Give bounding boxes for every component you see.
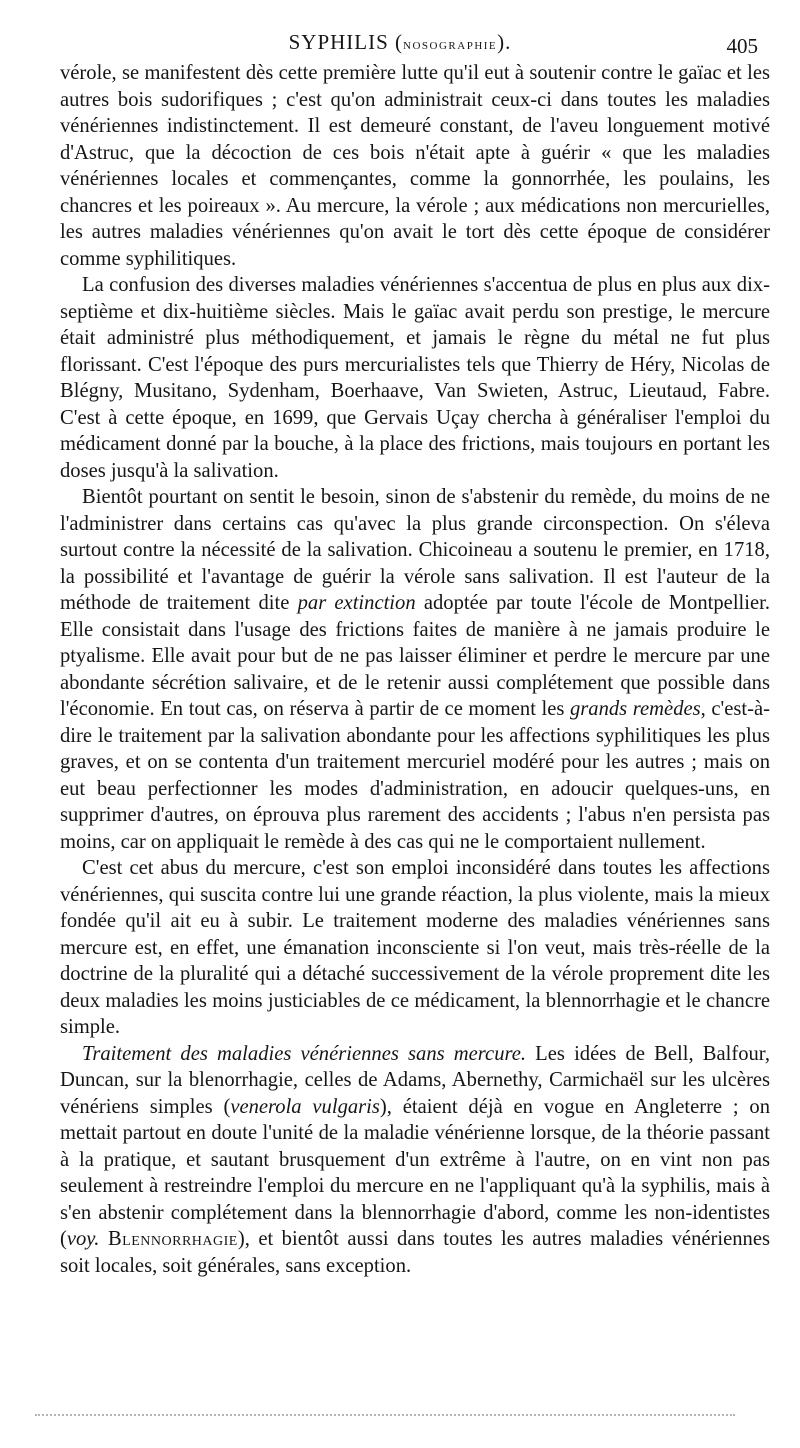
paragraph-5-segment: Blennorrhagie [107, 1228, 238, 1250]
paragraph-5-segment [99, 1228, 107, 1250]
paragraph-1 [60, 60, 770, 272]
paragraph-4 [60, 855, 770, 1041]
page-header [0, 30, 800, 60]
body-text [60, 60, 770, 1279]
paragraph-2-segment: La confusion des diverses maladies vénériennes s'accentua de plus en plus aux dix-septième et dix-huitième siècles. Mais le gaïac avait perdu son prestige, le mercure était administré plus méthodiquement, et jamais le règne du métal ne fut plus florissant. C'est l'époque des purs mercurialistes tels que Thierry de Héry, Nicolas de Blégny, Musitano, Sydenham, Boerhaave, Van Swieten, Astruc, Lieutaud, Fabre. C'est à cette époque, en 1699, que Gervais Uçay chercha à généraliser l'emploi du médicament donné par la bouche, à la place des frictions, mais toujours en portant les doses jusqu'à la salivation. [60, 274, 770, 482]
running-title-end: ). [497, 30, 512, 54]
paragraph-5-segment: ), et bientôt aussi dans toutes les autres maladies vénériennes soit locales, soit générales, sans exception. [60, 1228, 770, 1277]
paragraph-4-segment: C'est cet abus du mercure, c'est son emploi inconsidéré dans toutes les affections vénériennes, qui suscita contre lui une grande réaction, la plus violente, mais la mieux fondée qu'il ait eu à subir. Le traitement moderne des maladies vénériennes sans mercure est, en effet, une émanation inconsciente si l'on veut, mais très-réelle de la doctrine de la pluralité qui a détaché successivement de la vérole proprement dite les deux maladies les moins justiciables de ce médicament, la blennorrhagie et le chancre simple. [60, 857, 770, 1038]
paragraph-5 [60, 1041, 770, 1280]
running-title [0, 30, 800, 55]
paragraph-3-segment: , c'est-à-dire le traitement par la salivation abondante pour les affections syphilitiques les plus graves, et on se contenta d'un traitement mercuriel modéré pour les autres ; mais on eut beau perfectionner les modes d'administration, en adoucir quelques-uns, en supprimer d'autres, on éprouva plus rarement des accidents ; l'abus n'en persista pas moins, car on appliquait le remède à des cas qui ne le comportaient nullement. [60, 698, 770, 853]
page-number: 405 [726, 34, 758, 58]
paragraph-3-segment: grands remèdes [569, 698, 701, 720]
paragraph-3-segment: adoptée par toute l'école de Montpellier. Elle consistait dans l'usage des frictions faites de manière à ne jamais produire le ptyalisme. Elle avait pour but de ne pas laisser éliminer et perdre le mercure par une abondante sécrétion salivaire, et de le retenir aussi complétement que possible dans l'économie. En tout cas, on réserva à partir de ce moment les [60, 592, 770, 720]
paragraph-5-segment: voy. [66, 1228, 100, 1250]
running-title-sub: nosographie [403, 37, 498, 53]
paragraph-1-segment: vérole, se manifestent dès cette première lutte qu'il eut à soutenir contre le gaïac et les autres bois sudorifiques ; c'est qu'on administrait ceux-ci dans toutes les maladies vénériennes indistinctement. Il est demeuré constant, de l'aveu longuement motivé d'Astruc, que la décoction de ces bois n'était apte à guérir « que les maladies vénériennes locales et commençantes, comme la gonnorrhée, les poulains, les chancres et les poireaux ». Au mercure, la vérole ; aux médications non mercurielles, les autres maladies vénériennes qu'on avait le tort dès cette époque de considérer comme syphilitiques. [60, 62, 770, 270]
paragraph-5-segment: ), étaient déjà en vogue en Angleterre ; on mettait partout en doute l'unité de la maladie vénérienne lorsque, de la théorie passant à la pratique, et sautant brusquement d'un extrême à l'autre, on en vint non pas seulement à restreindre l'emploi du mercure en ne l'appliquant qu'à la syphilis, mais à s'en abstenir complétement dans la blennorrhagie d'abord, comme les non-identistes ( [60, 1095, 770, 1250]
paragraph-3 [60, 484, 770, 855]
paragraph-5-segment: Les idées de Bell, Balfour, Duncan, sur la blenorrhagie, celles de Adams, Abernethy, Carmichaël sur les ulcères vénériens simples ( [60, 1042, 770, 1118]
paragraph-2 [60, 272, 770, 484]
paragraph-3-segment: Bientôt pourtant on sentit le besoin, sinon de s'abstenir du remède, du moins de ne l'administrer dans certains cas qu'avec la plus grande circonspection. On s'éleva surtout contre la nécessité de la salivation. Chicoineau a soutenu le premier, en 1718, la possibilité et l'avantage de guérir la vérole sans salivation. Il est l'auteur de la méthode de traitement dite [60, 486, 770, 614]
paragraph-3-segment: par extinction [297, 592, 416, 614]
paragraph-5-segment: Traitement des maladies vénériennes sans mercure. [82, 1042, 527, 1065]
running-title-main: SYPHILIS ( [288, 30, 404, 54]
paragraph-5-segment: venerola vulgaris [230, 1095, 380, 1118]
bottom-dotted-rule [35, 1414, 735, 1416]
